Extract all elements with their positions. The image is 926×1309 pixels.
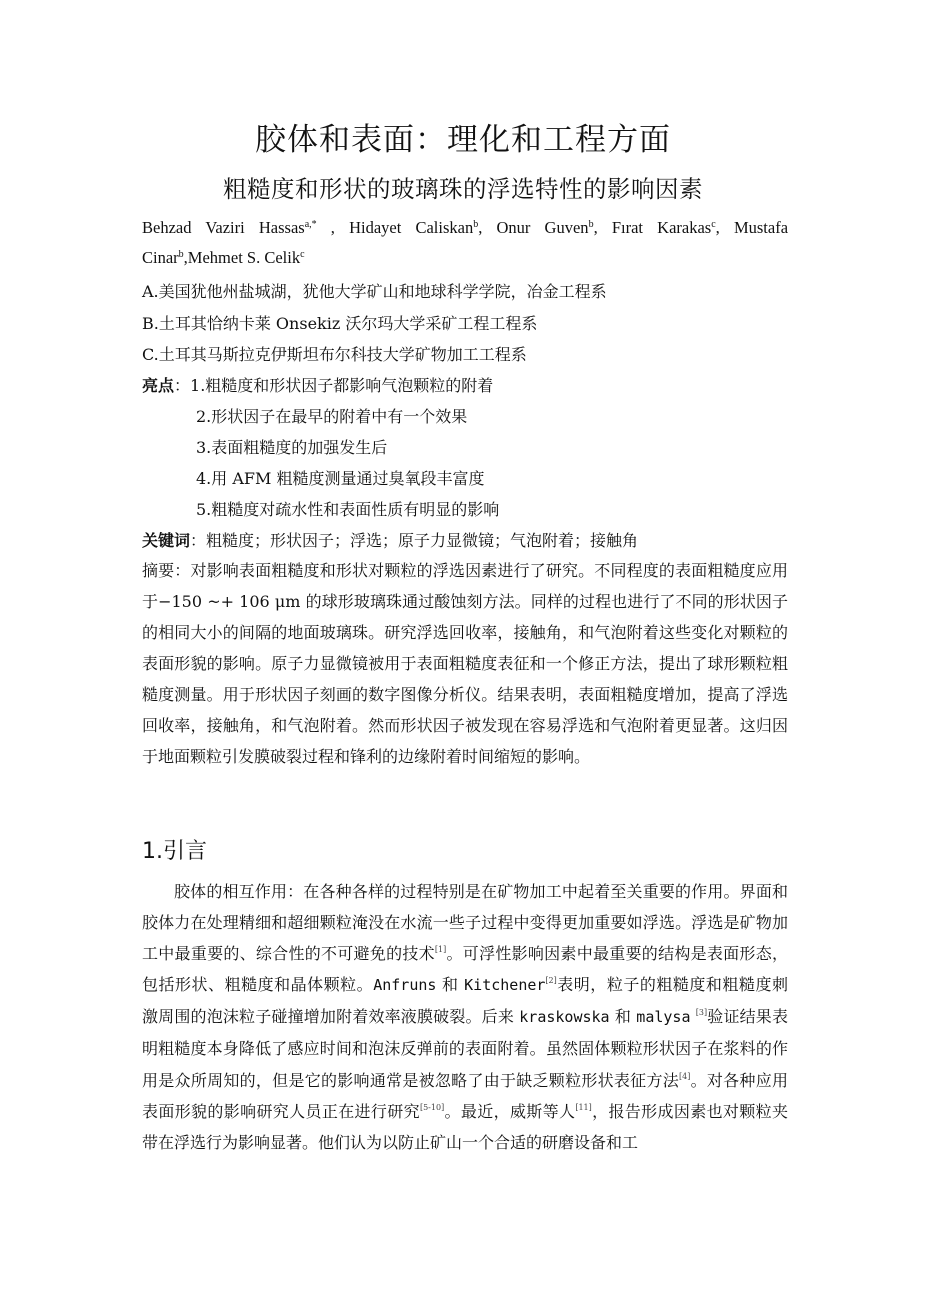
body-text: 。最近，威斯等人 bbox=[444, 1101, 576, 1121]
author-separator: , bbox=[478, 218, 497, 237]
citation-ref: [11] bbox=[575, 1102, 592, 1112]
body-text: 。可浮性影响因素中最重要的结构是表面形态，包括形状、粗糙度和晶体颗粒。 bbox=[142, 944, 788, 995]
body-text: 胶体的相互作用：在各种各样的过程特别是在矿物加工中起着至关重要的作用。界面和胶体力在处理精细和超细颗粒淹没在水流一些子过程中变得更加重要如浮选。浮选是矿物加工中最重要的、综合性的不可避免的技术 bbox=[142, 882, 788, 964]
citation-ref: [3] bbox=[695, 1008, 708, 1018]
section-body bbox=[142, 876, 788, 1158]
body-text: 表明，粒子的粗糙度和粗糙度刺激周围的泡沫粒子碰撞增加附着效率液膜破裂。后来 bbox=[142, 975, 788, 1027]
author-name: Fırat Karakas bbox=[611, 218, 712, 237]
section-heading: 1.引言 bbox=[142, 839, 207, 864]
author-affil-marker: c bbox=[711, 219, 716, 230]
page-title: 胶体和表面：理化和工程方面 bbox=[255, 122, 671, 158]
body-text: 和 bbox=[609, 1007, 637, 1027]
author-mention: malysa bbox=[636, 1008, 691, 1027]
author-separator: , bbox=[593, 218, 612, 237]
author-affil-marker: b bbox=[588, 219, 594, 230]
keywords-row bbox=[142, 528, 638, 551]
author-affil-marker: a,* bbox=[304, 219, 317, 230]
keywords-label: 关键词 bbox=[142, 531, 191, 550]
author-name: Mehmet S. Celik bbox=[187, 248, 301, 267]
highlight-item: 1.粗糙度和形状因子都影响气泡颗粒的附着 bbox=[190, 376, 494, 395]
author-affil-marker: c bbox=[300, 249, 305, 260]
author-name: Onur Guven bbox=[496, 218, 589, 237]
body-text: 验证结果表明粗糙度本身降低了感应时间和泡沫反弹前的表面附着。虽然固体颗粒形状因子在浆料的作用是众所周知的，但是它的影响通常是被忽略了由于缺乏颗粒形状表征方法 bbox=[142, 1007, 788, 1090]
body-text: 和 bbox=[436, 975, 465, 995]
author-name: Mustafa Cinar bbox=[142, 218, 789, 267]
author-list bbox=[142, 213, 788, 273]
affiliation-b: B.土耳其恰纳卡莱 Onsekiz 沃尔玛大学采矿工程工程系 bbox=[142, 314, 538, 333]
body-text: ，报告形成因素也对颗粒夹带在浮选行为影响显著。他们认为以防止矿山一个合适的研磨设备和工 bbox=[142, 1101, 788, 1152]
author-mention: kraskowska bbox=[519, 1008, 610, 1027]
citation-ref: [4] bbox=[679, 1071, 691, 1081]
highlight-item: 5.粗糙度对疏水性和表面性质有明显的影响 bbox=[196, 500, 500, 519]
abstract: 摘要：对影响表面粗糙度和形状对颗粒的浮选因素进行了研究。不同程度的表面粗糙度应用于−150 ~+ 106 μm 的球形玻璃珠通过酸蚀刻方法。同样的过程也进行了不同的形状因子的相同大小的间隔的地面玻璃珠。研究浮选回收率，接触角，和气泡附着这些变化对颗粒的表面形貌的影响。原子力显微镜被用于表面粗糙度表征和一个修正方法，提出了球形颗粒粗糙度测量。用于形状因子刻画的数字图像分析仪。结果表明，表面粗糙度增加，提高了浮选回收率，接触角，和气泡附着。然而形状因子被发现在容易浮选和气泡附着更显著。这归因于地面颗粒引发膜破裂过程和锋利的边缘附着时间缩短的影响。 bbox=[142, 561, 788, 766]
affiliation-c: C.土耳其马斯拉克伊斯坦布尔科技大学矿物加工工程系 bbox=[142, 345, 527, 364]
affiliation-a: A.美国犹他州盐城湖，犹他大学矿山和地球科学学院，冶金工程系 bbox=[142, 282, 607, 301]
citation-ref: [5-10] bbox=[419, 1102, 445, 1112]
highlight-item: 2.形状因子在最早的附着中有一个效果 bbox=[196, 407, 468, 426]
page-subtitle: 粗糙度和形状的玻璃珠的浮选特性的影响因素 bbox=[223, 175, 703, 203]
keywords-text: ：粗糙度；形状因子；浮选；原子力显微镜；气泡附着；接触角 bbox=[190, 531, 639, 550]
body-text: 。对各种应用表面形貌的影响研究人员正在进行研究 bbox=[142, 1070, 788, 1121]
author-name: Hidayet Caliskan bbox=[349, 218, 474, 237]
author-mention: Kitchener bbox=[464, 976, 546, 995]
author-separator: , bbox=[316, 218, 350, 237]
author-separator: , bbox=[183, 248, 188, 267]
author-affil-marker: b bbox=[473, 219, 479, 230]
citation-ref: [2] bbox=[545, 976, 557, 986]
highlights-row bbox=[142, 373, 493, 396]
author-affil-marker: b bbox=[178, 249, 184, 260]
author-name: Behzad Vaziri Hassas bbox=[142, 218, 305, 237]
highlights-colon: ： bbox=[174, 376, 191, 395]
highlight-item: 4.用 AFM 粗糙度测量通过臭氧段丰富度 bbox=[196, 469, 485, 488]
author-mention: Anfruns bbox=[373, 976, 437, 995]
author-separator: , bbox=[715, 218, 734, 237]
highlights-label: 亮点 bbox=[142, 376, 175, 395]
citation-ref: [1] bbox=[434, 945, 447, 955]
highlight-item: 3.表面粗糙度的加强发生后 bbox=[196, 438, 388, 457]
body-paragraph bbox=[142, 876, 788, 1158]
